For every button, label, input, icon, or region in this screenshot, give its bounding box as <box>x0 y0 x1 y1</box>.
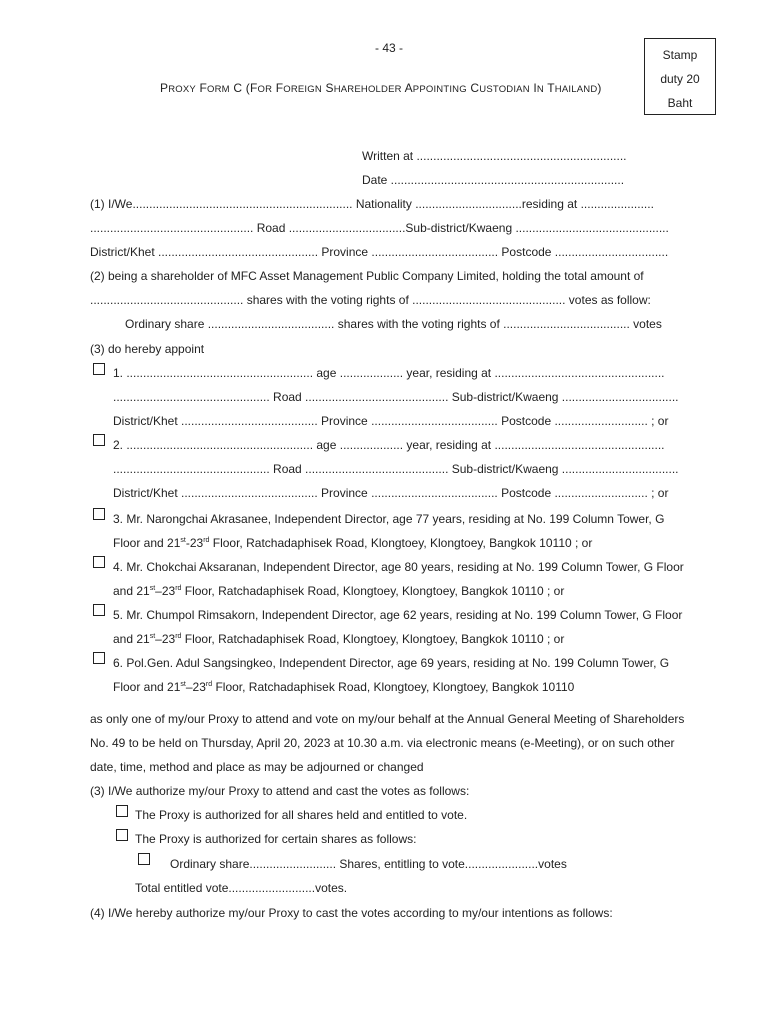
director-5-line-2: and 21st–23rd Floor, Ratchadaphisek Road, Klongtoey, Klongtoey, Bangkok 10110 ; or <box>113 632 565 646</box>
proxy-2-line-1[interactable]: 2. ........................................................ age ................... year, residing at ................................................... <box>113 438 665 452</box>
stamp-line-1: Stamp <box>662 48 698 62</box>
certain-shares-label: The Proxy is authorized for certain shares as follows: <box>135 832 417 846</box>
date-field[interactable]: Date ...................................................................... <box>362 173 625 187</box>
section-2-line-2[interactable]: .............................................. shares with the voting rights of .............................................. votes as follow: <box>90 293 651 307</box>
director-6-line-1: 6. Pol.Gen. Adul Sangsingkeo, Independent Director, age 69 years, residing at No. 199 Column Tower, G <box>113 656 670 670</box>
director-4-line-2: and 21st–23rd Floor, Ratchadaphisek Road, Klongtoey, Klongtoey, Bangkok 10110 ; or <box>113 584 565 598</box>
section-3-heading: (3) do hereby appoint <box>90 342 205 356</box>
section-4-heading: (4) I/We hereby authorize my/our Proxy to cast the votes according to my/our intentions as follows: <box>90 906 613 920</box>
director-3-checkbox[interactable] <box>93 508 105 520</box>
director-4-line-1: 4. Mr. Chokchai Aksaranan, Independent Director, age 80 years, residing at No. 199 Column Tower, G Floor <box>113 560 684 574</box>
proxy-1-line-3[interactable]: District/Khet ......................................... Province ...................................... Postcode ............................ ; or <box>113 414 669 428</box>
section-1-line-3[interactable]: District/Khet ................................................ Province ...................................... Postcode .................................. <box>90 245 669 259</box>
proxy-1-checkbox[interactable] <box>93 363 105 375</box>
section-2-line-1: (2) being a shareholder of MFC Asset Management Public Company Limited, holding the total amount of <box>90 269 644 283</box>
certain-shares-checkbox[interactable] <box>116 829 128 841</box>
proxy-2-line-3[interactable]: District/Khet ......................................... Province ...................................... Postcode ............................ ; or <box>113 486 669 500</box>
meeting-paragraph-line-3: date, time, method and place as may be adjourned or changed <box>90 760 424 774</box>
written-at-field[interactable]: Written at ............................................................... <box>362 149 627 163</box>
section-1-line-2[interactable]: ................................................. Road ...................................Sub-district/Kwaeng .............................................. <box>90 221 669 235</box>
stamp-line-3: Baht <box>667 96 693 110</box>
director-5-checkbox[interactable] <box>93 604 105 616</box>
meeting-paragraph-line-1: as only one of my/our Proxy to attend and vote on my/our behalf at the Annual General Meeting of Shareholders <box>90 712 685 726</box>
total-entitled-vote-line[interactable]: Total entitled vote..........................votes. <box>135 881 348 895</box>
director-6-checkbox[interactable] <box>93 652 105 664</box>
director-4-checkbox[interactable] <box>93 556 105 568</box>
stamp-duty-box <box>644 38 716 115</box>
proxy-2-line-2[interactable]: ............................................... Road ........................................... Sub-district/Kwaeng ................................... <box>113 462 679 476</box>
form-title: PROXY FORM C (FOR FOREIGN SHAREHOLDER APPOINTING CUSTODIAN IN THAILAND) <box>160 81 602 95</box>
page-number: - 43 - <box>375 41 404 55</box>
director-6-line-2: Floor and 21st–23rd Floor, Ratchadaphisek Road, Klongtoey, Klongtoey, Bangkok 10110 <box>113 680 575 694</box>
section-2-line-3[interactable]: Ordinary share ...................................... shares with the voting rights of ...................................... votes <box>125 317 662 331</box>
director-3-line-1: 3. Mr. Narongchai Akrasanee, Independent Director, age 77 years, residing at No. 199 Column Tower, G <box>113 512 665 526</box>
meeting-paragraph-line-2: No. 49 to be held on Thursday, April 20, 2023 at 10.30 a.m. via electronic means (e-Meeting), or on such other <box>90 736 675 750</box>
ordinary-share-line[interactable]: Ordinary share.......................... Shares, entitling to vote......................votes <box>170 857 567 871</box>
director-5-line-1: 5. Mr. Chumpol Rimsakorn, Independent Director, age 62 years, residing at No. 199 Column Tower, G Floor <box>113 608 683 622</box>
stamp-line-2: duty 20 <box>660 72 700 86</box>
all-shares-label: The Proxy is authorized for all shares held and entitled to vote. <box>135 808 468 822</box>
proxy-1-line-2[interactable]: ............................................... Road ........................................... Sub-district/Kwaeng ................................... <box>113 390 679 404</box>
proxy-1-line-1[interactable]: 1. ........................................................ age ................... year, residing at ................................................... <box>113 366 665 380</box>
section-1-line-1[interactable]: (1) I/We.................................................................. Nationality ................................residing at ...................... <box>90 197 654 211</box>
ordinary-share-checkbox[interactable] <box>138 853 150 865</box>
all-shares-checkbox[interactable] <box>116 805 128 817</box>
director-3-line-2: Floor and 21st-23rd Floor, Ratchadaphisek Road, Klongtoey, Klongtoey, Bangkok 10110 ; or <box>113 536 593 550</box>
authorize-heading: (3) I/We authorize my/our Proxy to attend and cast the votes as follows: <box>90 784 470 798</box>
proxy-2-checkbox[interactable] <box>93 434 105 446</box>
